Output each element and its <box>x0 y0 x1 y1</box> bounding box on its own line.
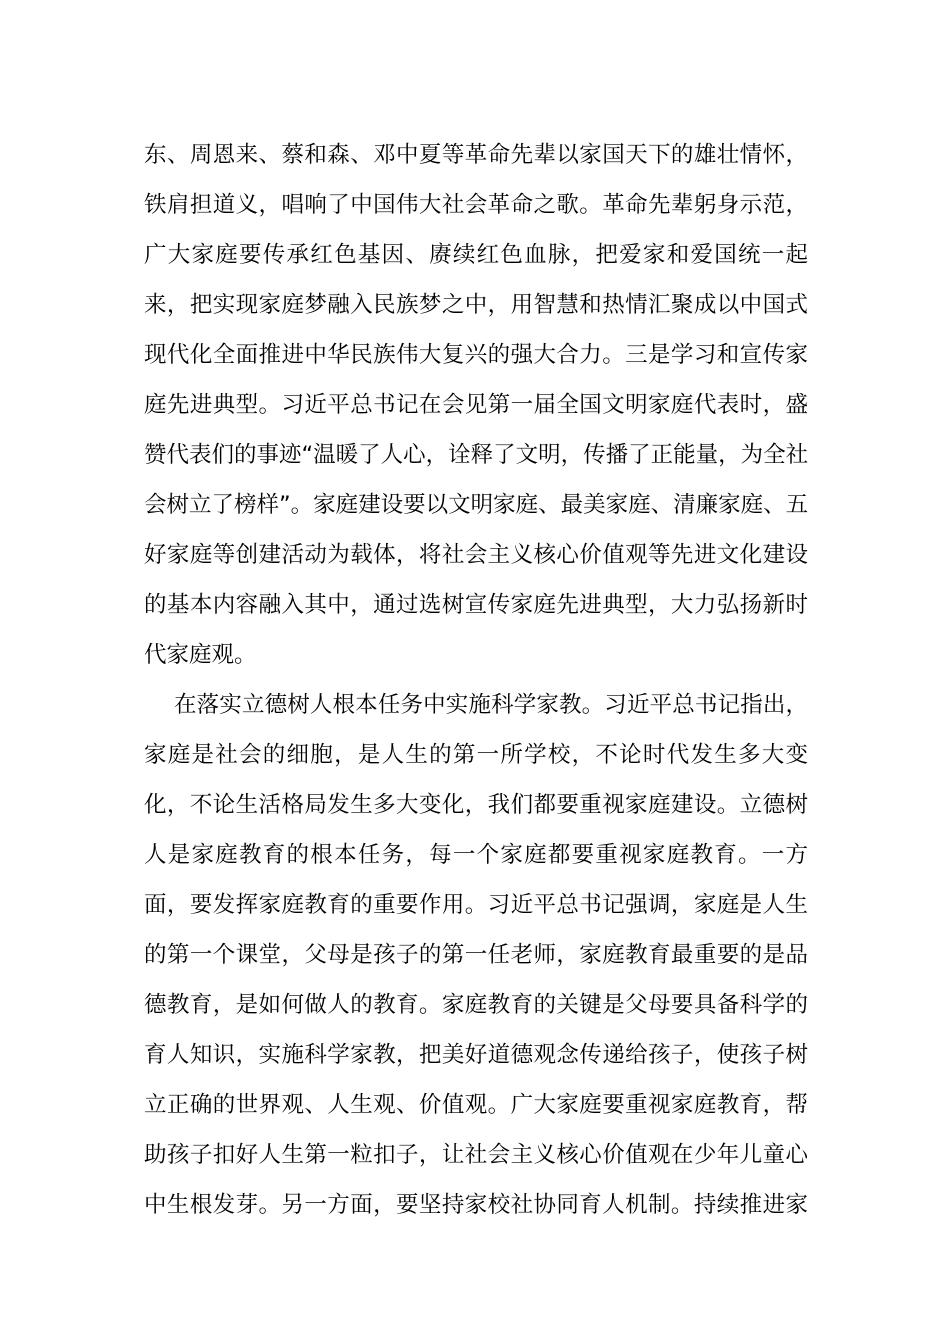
text-line: 来，把实现家庭梦融入民族梦之中，用智慧和热情汇聚成以中国式 <box>144 292 808 318</box>
text-line: 现代化全面推进中华民族伟大复兴的强大合力。三是学习和宣传家 <box>144 342 808 368</box>
text-line: 化，不论生活格局发生多大变化，我们都要重视家庭建设。立德树 <box>144 792 808 818</box>
text-line: 庭先进典型。习近平总书记在会见第一届全国文明家庭代表时，盛 <box>144 392 808 418</box>
text-line: 面，要发挥家庭教育的重要作用。习近平总书记强调，家庭是人生 <box>144 892 808 918</box>
text-line: 代家庭观。 <box>144 642 257 668</box>
body-text <box>144 130 808 1230</box>
text-line: 铁肩担道义，唱响了中国伟大社会革命之歌。革命先辈躬身示范， <box>144 192 808 218</box>
paragraph-2 <box>144 680 808 1230</box>
text-line: 东、周恩来、蔡和森、邓中夏等革命先辈以家国天下的雄壮情怀， <box>144 142 808 168</box>
text-line: 好家庭等创建活动为载体，将社会主义核心价值观等先进文化建设 <box>144 542 808 568</box>
text-line: 的第一个课堂，父母是孩子的第一任老师，家庭教育最重要的是品 <box>144 942 808 968</box>
text-line: 的基本内容融入其中，通过选树宣传家庭先进典型，大力弘扬新时 <box>144 592 808 618</box>
paragraph-1 <box>144 130 808 680</box>
text-line: 赞代表们的事迹“温暖了人心，诠释了文明，传播了正能量，为全社 <box>144 442 808 468</box>
text-line: 广大家庭要传承红色基因、赓续红色血脉，把爱家和爱国统一起 <box>144 242 808 268</box>
text-line: 家庭是社会的细胞，是人生的第一所学校，不论时代发生多大变 <box>144 742 808 768</box>
text-line: 德教育，是如何做人的教育。家庭教育的关键是父母要具备科学的 <box>144 992 808 1018</box>
text-line: 在落实立德树人根本任务中实施科学家教。习近平总书记指出， <box>174 692 808 718</box>
text-line: 会树立了榜样”。家庭建设要以文明家庭、最美家庭、清廉家庭、五 <box>144 492 808 518</box>
text-line: 育人知识，实施科学家教，把美好道德观念传递给孩子，使孩子树 <box>144 1042 808 1068</box>
text-line: 立正确的世界观、人生观、价值观。广大家庭要重视家庭教育，帮 <box>144 1092 808 1118</box>
text-line: 中生根发芽。另一方面，要坚持家校社协同育人机制。持续推进家 <box>144 1192 808 1218</box>
text-line: 人是家庭教育的根本任务，每一个家庭都要重视家庭教育。一方 <box>144 842 808 868</box>
text-line: 助孩子扣好人生第一粒扣子，让社会主义核心价值观在少年儿童心 <box>144 1142 808 1168</box>
